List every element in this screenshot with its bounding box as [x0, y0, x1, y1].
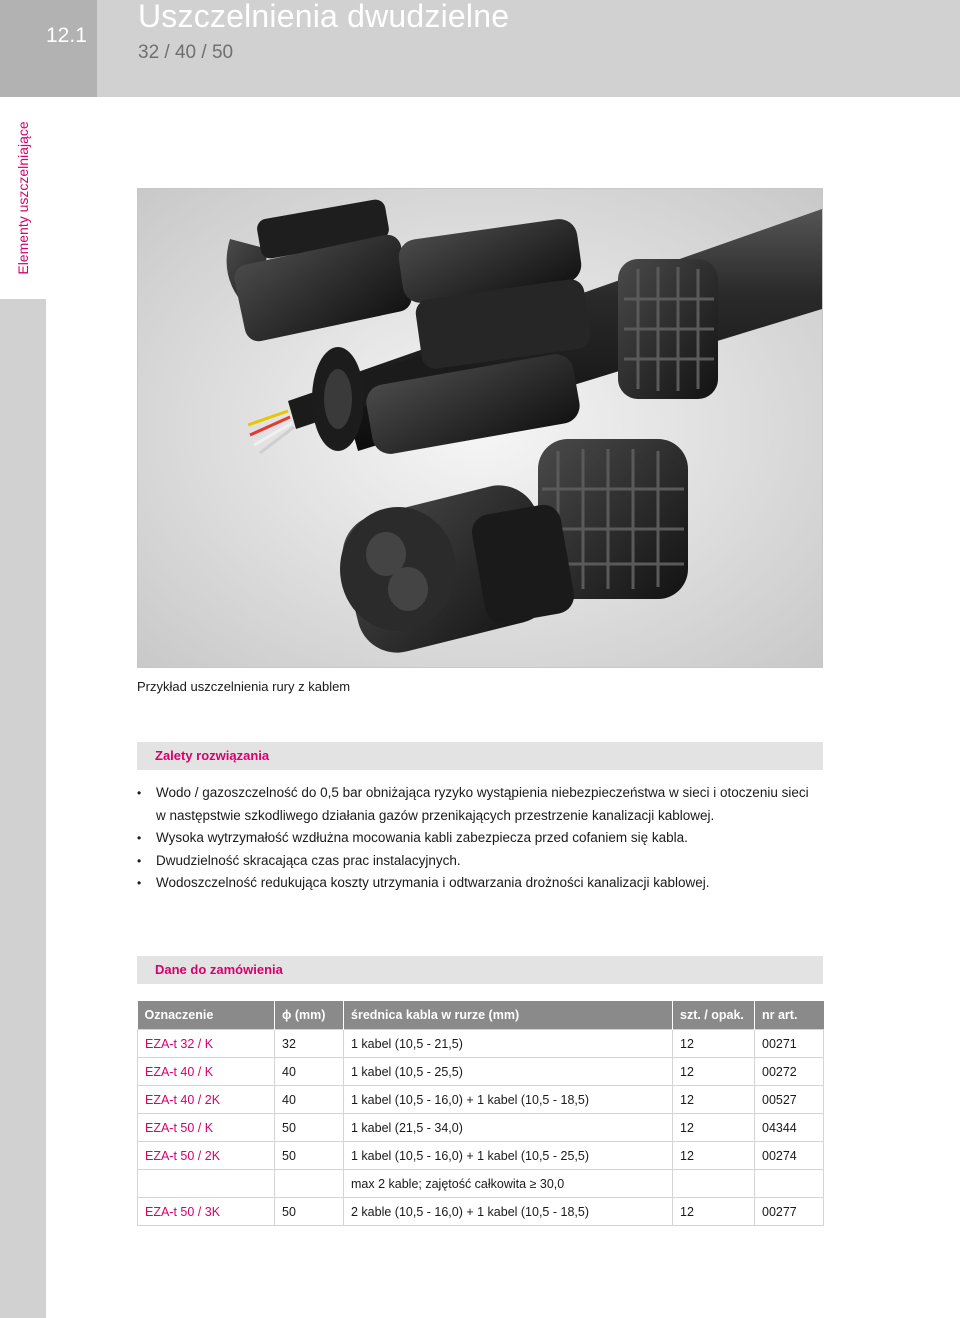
cell-cable: 1 kabel (10,5 - 16,0) + 1 kabel (10,5 - 18,5) [344, 1086, 673, 1114]
cell-qty [673, 1170, 755, 1198]
table-row [138, 1142, 824, 1170]
cell-code: EZA-t 40 / K [138, 1058, 275, 1086]
cell-art: 04344 [755, 1114, 824, 1142]
cell-diameter: 50 [275, 1142, 344, 1170]
cell-diameter: 50 [275, 1198, 344, 1226]
table-row [138, 1030, 824, 1058]
table-row [138, 1114, 824, 1142]
table-row [138, 1058, 824, 1086]
cell-code: EZA-t 50 / 2K [138, 1142, 275, 1170]
column-header-qty: szt. / opak. [673, 1001, 755, 1030]
list-item: • Wodo / gazoszczelność do 0,5 bar obniżająca ryzyko wystąpienia niebezpieczeństwa w sieci i otoczeniu sieci w następstwie szkodliwego działania gazów przenikających przestrzenie kanalizacji kablowej. [137, 782, 817, 827]
seal-illustration [138, 189, 822, 667]
cell-diameter: 50 [275, 1114, 344, 1142]
column-header-designation: Oznaczenie [138, 1001, 275, 1030]
cell-diameter: 32 [275, 1030, 344, 1058]
photo-caption: Przykład uszczelnienia rury z kablem [137, 679, 351, 694]
list-item: • Wodoszczelność redukująca koszty utrzymania i odtwarzania drożności kanalizacji kablowej. [137, 872, 817, 895]
cell-cable: max 2 kable; zajętość całkowita ≥ 30,0 [344, 1170, 673, 1198]
advantages-list [137, 782, 817, 895]
cell-art: 00527 [755, 1086, 824, 1114]
cell-qty: 12 [673, 1142, 755, 1170]
list-item: • Dwudzielność skracająca czas prac instalacyjnych. [137, 850, 817, 873]
sidebar-tab[interactable] [0, 97, 46, 299]
cell-qty: 12 [673, 1114, 755, 1142]
cell-diameter: 40 [275, 1058, 344, 1086]
column-header-diameter: ϕ (mm) [275, 1001, 344, 1030]
cell-cable: 1 kabel (10,5 - 21,5) [344, 1030, 673, 1058]
sidebar [0, 97, 46, 1318]
product-photo [137, 188, 823, 668]
column-header-art: nr art. [755, 1001, 824, 1030]
cell-cable: 2 kable (10,5 - 16,0) + 1 kabel (10,5 - 18,5) [344, 1198, 673, 1226]
table-row [138, 1198, 824, 1226]
cell-art: 00272 [755, 1058, 824, 1086]
table-note-row [138, 1170, 824, 1198]
order-heading: Dane do zamówienia [137, 956, 823, 984]
cell-code: EZA-t 50 / K [138, 1114, 275, 1142]
page-subtitle: 32 / 40 / 50 [138, 42, 234, 63]
table-header-row [138, 1001, 824, 1030]
cell-qty: 12 [673, 1030, 755, 1058]
cell-code: EZA-t 50 / 3K [138, 1198, 275, 1226]
cell-cable: 1 kabel (10,5 - 25,5) [344, 1058, 673, 1086]
order-table [137, 1001, 824, 1226]
cell-art [755, 1170, 824, 1198]
cell-qty: 12 [673, 1086, 755, 1114]
cell-code: EZA-t 40 / 2K [138, 1086, 275, 1114]
cell-cable: 1 kabel (21,5 - 34,0) [344, 1114, 673, 1142]
list-item: • Wysoka wytrzymałość wzdłużna mocowania kabli zabezpiecza przed cofaniem się kabla. [137, 827, 817, 850]
table-row [138, 1086, 824, 1114]
cell-qty: 12 [673, 1198, 755, 1226]
cell-code [138, 1170, 275, 1198]
cell-diameter [275, 1170, 344, 1198]
page-title: Uszczelnienia dwudzielne [138, 0, 510, 34]
cell-qty: 12 [673, 1058, 755, 1086]
section-number: 12.1 [0, 0, 97, 97]
sidebar-label: Elementy uszczelniające [15, 121, 31, 275]
cell-art: 00271 [755, 1030, 824, 1058]
advantages-heading: Zalety rozwiązania [137, 742, 823, 770]
column-header-cable: średnica kabla w rurze (mm) [344, 1001, 673, 1030]
cell-code: EZA-t 32 / K [138, 1030, 275, 1058]
cell-art: 00274 [755, 1142, 824, 1170]
cell-art: 00277 [755, 1198, 824, 1226]
cell-diameter: 40 [275, 1086, 344, 1114]
cell-cable: 1 kabel (10,5 - 16,0) + 1 kabel (10,5 - 25,5) [344, 1142, 673, 1170]
